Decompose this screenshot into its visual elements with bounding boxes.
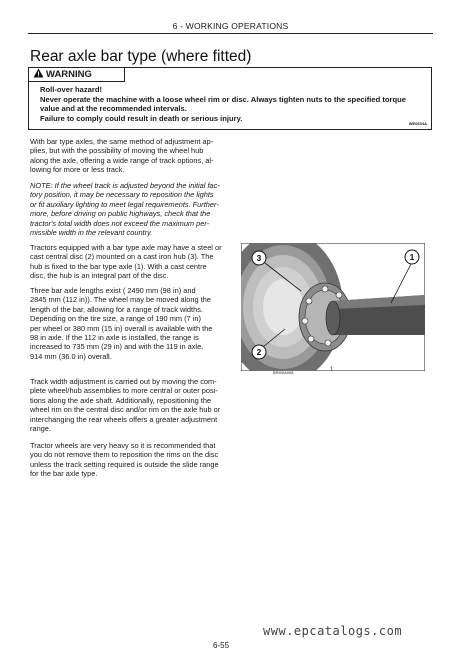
text-line: NOTE: If the wheel track is adjusted beyond the initial fac- bbox=[30, 181, 220, 190]
warning-line: Failure to comply could result in death or serious injury. bbox=[40, 113, 243, 123]
text-line: tractor's total width does not exceed the maximum per- bbox=[30, 218, 210, 228]
warning-heading: WARNING bbox=[46, 69, 92, 80]
svg-text:2: 2 bbox=[256, 348, 262, 357]
text-line: interchanging the rear wheels offers a greater adjustment bbox=[30, 414, 218, 424]
svg-text:3: 3 bbox=[256, 254, 262, 263]
callout-1 bbox=[405, 250, 419, 264]
text-line: cast central disc (2) mounted on a cast iron hub (3). The bbox=[30, 252, 214, 262]
warning-box bbox=[28, 67, 432, 130]
text-line: Three bar axle lengths exist ( 2490 mm (98 in) and bbox=[30, 286, 196, 295]
text-line: increased to 735 mm (29 in) and with the 119 in axle, bbox=[30, 342, 204, 352]
warning-header bbox=[29, 68, 125, 82]
warning-code: WE0654A bbox=[408, 121, 427, 126]
paragraph-hub bbox=[30, 243, 236, 281]
site-watermark: www.epcatalogs.com bbox=[263, 624, 403, 638]
text-line: lowing for more or less track. bbox=[30, 165, 125, 175]
text-line: per wheel or 380 mm (15 in) overall is available with the bbox=[30, 323, 213, 333]
chapter-header: 6 - WORKING OPERATIONS bbox=[172, 21, 289, 31]
text-line: you do not remove them to reposition the rims on the disc bbox=[30, 450, 219, 460]
figure-number: 1 bbox=[330, 367, 334, 373]
text-line: missible width in the relevant country. bbox=[30, 228, 153, 238]
text-line: wheel rim on the central disc and/or rim on the axle hub or bbox=[30, 405, 221, 415]
text-line: along the axle, offering a wide range of track options, al- bbox=[30, 155, 214, 165]
warning-body bbox=[40, 85, 422, 123]
text-line: range. bbox=[30, 424, 51, 434]
header-divider bbox=[28, 33, 433, 34]
paragraph-track-adjust bbox=[30, 377, 236, 433]
text-line: Track width adjustment is carried out by moving the com- bbox=[30, 377, 217, 386]
warning-triangle-icon bbox=[33, 68, 44, 78]
text-line: or fit auxiliary lighting to meet legal requirements. Further- bbox=[30, 199, 219, 209]
text-line: Tractors equipped with a bar type axle may have a steel or bbox=[30, 243, 222, 252]
text-line: With bar type axles, the same method of adjustment ap- bbox=[30, 137, 214, 146]
text-line: Tractor wheels are very heavy so it is recommended that bbox=[30, 441, 216, 450]
bar-axle-illustration bbox=[326, 295, 425, 335]
paragraph-axle-lengths bbox=[30, 286, 236, 361]
text-line: plete wheel/hub assemblies to more central or outer posi- bbox=[30, 386, 218, 396]
warning-line: Never operate the machine with a loose wheel rim or disc. Always tighten nuts to the specified torque bbox=[40, 94, 406, 104]
text-line: for the bar axle type. bbox=[30, 469, 98, 479]
text-line: more, before driving on public highways, check that the bbox=[30, 209, 211, 219]
text-line: 2845 mm (112 in)). The wheel may be moved along the bbox=[30, 295, 211, 305]
text-line: disc, the hub is an integral part of the disc. bbox=[30, 271, 169, 281]
section-title: Rear axle bar type (where fitted) bbox=[30, 48, 252, 65]
note-paragraph bbox=[30, 181, 236, 237]
callout-3 bbox=[252, 251, 266, 265]
text-line: 98 in axle. If the 112 in axle is installed, the range is bbox=[30, 333, 199, 343]
page-number: 6-55 bbox=[213, 641, 230, 650]
text-line: 914 mm (36.0 in) overall. bbox=[30, 351, 112, 361]
text-line: tions along the axle shaft. Additionally, repositioning the bbox=[30, 395, 212, 405]
text-line: hub is fixed to the bar type axle (1). With a cast centre bbox=[30, 261, 207, 271]
text-line: Depending on the tire size, a range of 190 mm (7 in) bbox=[30, 314, 201, 324]
rear-axle-figure bbox=[241, 243, 425, 371]
warning-line: Roll-over hazard! bbox=[40, 85, 103, 94]
text-line: tory position, it may be necessary to reposition the lights bbox=[30, 190, 214, 200]
warning-line: value and at the recommended intervals. bbox=[40, 104, 187, 114]
text-line: unless the track setting required is outside the slide range bbox=[30, 459, 219, 469]
svg-text:1: 1 bbox=[409, 253, 415, 262]
text-line: length of the bar, allowing for a range of track widths. bbox=[30, 304, 203, 314]
figure-code: BRI00A008 bbox=[273, 370, 294, 375]
callout-2 bbox=[252, 345, 266, 359]
paragraph-intro bbox=[30, 137, 236, 175]
paragraph-wheel-weight bbox=[30, 441, 236, 479]
text-line: plies, but with the possibility of moving the wheel hub bbox=[30, 146, 204, 156]
